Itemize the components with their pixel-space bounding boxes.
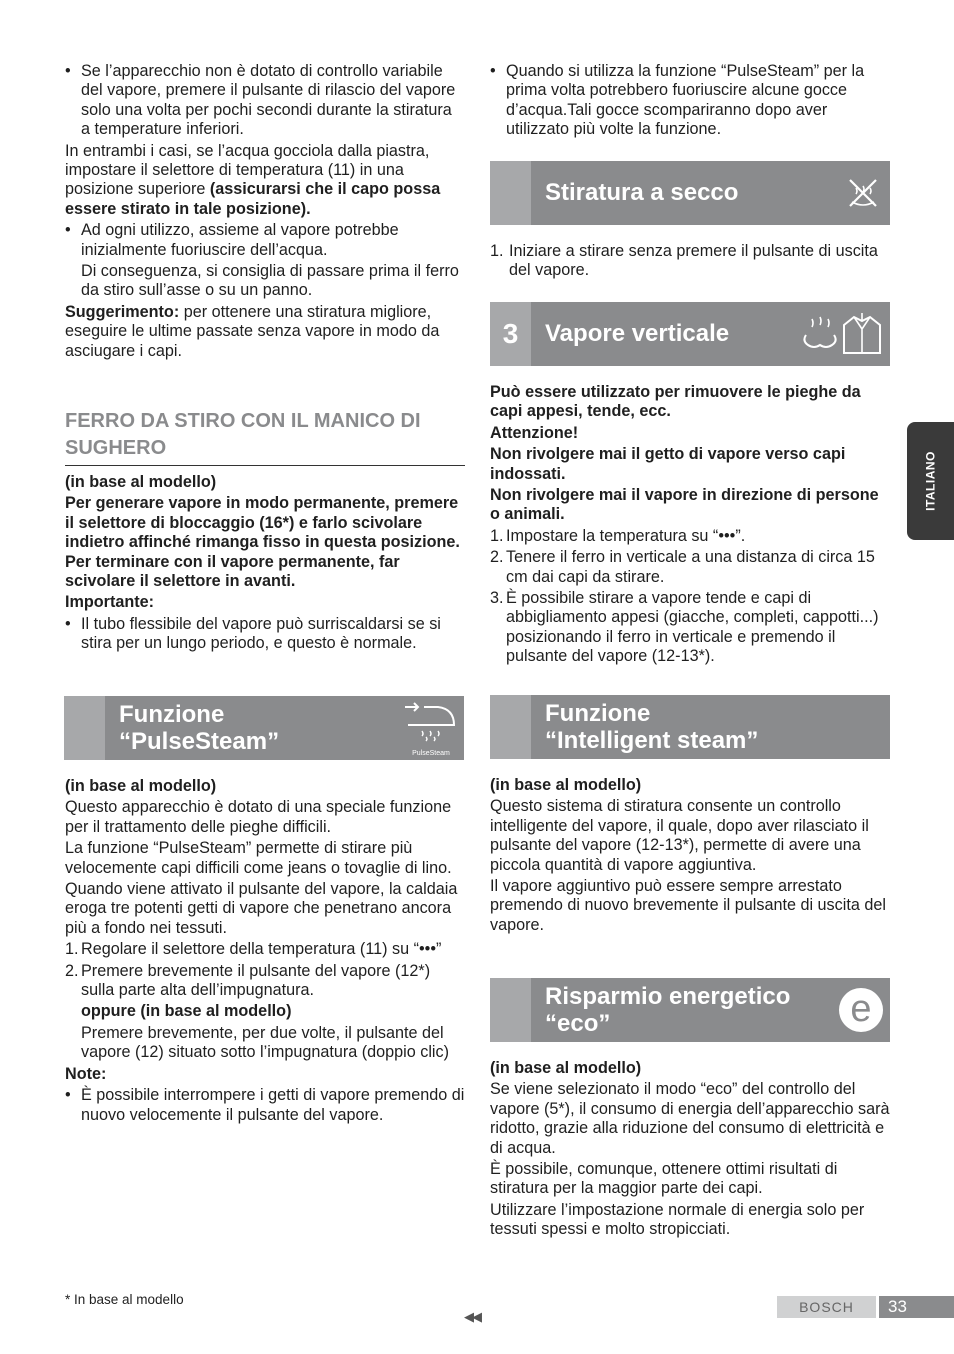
header-tab <box>490 161 531 225</box>
tip-paragraph: Suggerimento: per ottenere una stiratura migliore, eseguire le ultime passate senza vapore in modo da asciugare i capi. <box>65 302 440 360</box>
step-item: 3. È possibile stirare a vapore tende e capi di abbigliamento appesi (giacche, completi, cappotti...) posizionando il ferro in verticale e premendo il pulsante del vapore (12-13*). <box>490 589 879 666</box>
list-item: • Se l’apparecchio non è dotato di controllo variabile del vapore, premere il pulsante di rilascio del vapore solo una volta per pochi secondi durante la stiratura a temperature inferiori. <box>65 62 465 140</box>
header-tab <box>490 695 531 759</box>
pulsesteam-header <box>64 696 464 760</box>
dry-ironing-section <box>490 242 890 283</box>
list-item: • Quando si utilizza la funzione “PulseSteam” per la prima volta potrebbero fuoriuscire alcune gocce d’acqua.Tali gocce scompariranno dopo aver utilizzato più volte la funzione. <box>490 62 890 140</box>
note-label: Note: <box>65 1064 107 1083</box>
cork-heading: FERRO DA STIRO CON IL MANICO DI SUGHERO <box>65 410 421 459</box>
header-tab <box>490 978 531 1042</box>
vertical-steam-section <box>490 383 890 669</box>
warning-1: Non rivolgere mai il getto di vapore verso capi indossati. <box>490 445 846 483</box>
left-column <box>65 62 465 363</box>
no-steam-icon <box>844 174 882 218</box>
list-item: • Il tubo flessibile del vapore può surriscaldarsi se si stira per un lungo periodo, e questo è normale. <box>65 615 465 654</box>
or-label: oppure (in base al modello) <box>81 1002 292 1021</box>
page-number: 33 <box>879 1296 954 1318</box>
pulse-paragraph-3: Quando viene attivato il pulsante del vapore, la caldaia eroga tre potenti getti di vapore che penetrano ancora più a fondo nei tessuti. <box>65 880 458 937</box>
step-item: 2. Premere brevemente il pulsante del vapore (12*) sulla parte alta dell’impugnatura. <box>65 961 431 1000</box>
eco-paragraph-1: Se viene selezionato il modo “eco” del controllo del vapore (5*), il consumo di energia dell’apparecchio sarà ridotto, grazie alla riduzione del consumo di elettricità e di acqua. <box>490 1080 890 1157</box>
back-arrows-icon[interactable]: ◀◀ <box>464 1309 480 1324</box>
cork-bullet: Il tubo flessibile del vapore può surriscaldarsi se si stira per un lungo periodo, e questo è normale. <box>81 614 441 653</box>
intro-bullet-1: Se l’apparecchio non è dotato di controllo variabile del vapore, premere il pulsante di rilascio del vapore solo una volta per pochi secondi durante la stiratura a temperature inferiori. <box>81 62 456 139</box>
model-note: (in base al modello) <box>65 777 217 795</box>
step-item: 1. Regolare il selettore della temperatura (11) su “•••” <box>65 940 442 959</box>
vertical-intro: Può essere utilizzato per rimuovere le pieghe da capi appesi, tende, ecc. <box>490 383 861 421</box>
eco-section <box>490 1059 890 1242</box>
pulsesteam-icon <box>402 699 460 757</box>
intelligent-steam-header <box>490 695 890 759</box>
language-tab <box>907 422 954 540</box>
important-label: Importante: <box>65 593 155 612</box>
model-note: (in base al modello) <box>490 1059 642 1077</box>
cork-section <box>65 408 465 656</box>
intelligent-steam-section <box>490 776 890 937</box>
footnote: * In base al modello <box>65 1292 184 1307</box>
eco-title: Risparmio energetico “eco” <box>545 983 791 1037</box>
intelligent-steam-title: Funzione “Intelligent steam” <box>545 700 759 754</box>
attention-label: Attenzione! <box>490 423 579 442</box>
intro-paragraph: In entrambi i casi, se l’acqua gocciola dalla piastra, impostare il selettore di temperatura (11) in una posizione superiore (assicurarsi che il capo possa essere stirato in tale posizione). <box>65 141 441 218</box>
list-item: • È possibile interrompere i getti di vapore premendo di nuovo velocemente il pulsante del vapore. <box>65 1086 465 1124</box>
dry-ironing-title: Stiratura a secco <box>545 179 739 206</box>
brand-label: BOSCH <box>777 1296 876 1318</box>
language-tab-label: ITALIANO <box>922 451 937 511</box>
header-tab <box>64 696 105 760</box>
model-note: (in base al modello) <box>65 473 217 491</box>
eco-header <box>490 978 890 1042</box>
pulsesteam-title: Funzione “PulseSteam” <box>119 701 280 755</box>
intelligent-paragraph-1: Questo sistema di stiratura consente un controllo intelligente del vapore, il quale, dopo aver rilasciato il pulsante del vapore (12-13*), permette di avere una piccola quantità di vapore aggiuntiva. <box>490 797 869 874</box>
note-bullet: È possibile interrompere i getti di vapore premendo di nuovo velocemente il pulsante del vapore. <box>81 1086 465 1124</box>
eco-icon: e <box>839 988 883 1032</box>
step-item: 1. Iniziare a stirare senza premere il pulsante di uscita del vapore. <box>490 242 878 280</box>
warning-2: Non rivolgere mai il vapore in direzione di persone o animali. <box>490 486 879 524</box>
intro-bullet-2-continued: Di conseguenza, si consiglia di passare prima il ferro da stiro sull’asse o su un panno. <box>81 262 459 300</box>
vertical-steam-icon <box>798 311 886 363</box>
eco-paragraph-2: È possibile, comunque, ottenere ottimi risultati di stiratura per la maggior parte dei capi. <box>490 1160 838 1198</box>
list-item: • Ad ogni utilizzo, assieme al vapore potrebbe inizialmente fuoriuscire dell’acqua. <box>65 221 465 260</box>
dry-ironing-header <box>490 161 890 225</box>
heading-rule <box>65 465 465 466</box>
or-text: Premere brevemente, per due volte, il pulsante del vapore (12) situato sotto l’impugnatura (doppio clic) <box>81 1023 450 1062</box>
step-item: 2. Tenere il ferro in verticale a una distanza di circa 15 cm dai capi da stirare. <box>490 548 875 586</box>
step-item: 1. Impostare la temperatura su “•••”. <box>490 526 746 545</box>
pulsesteam-section <box>65 777 465 1127</box>
eco-paragraph-3: Utilizzare l’impostazione normale di energia solo per tessuti spessi e molto stropicciati. <box>490 1200 865 1239</box>
intro-bullet-2: Ad ogni utilizzo, assieme al vapore potrebbe inizialmente fuoriuscire dell’acqua. <box>81 221 399 259</box>
right-top <box>490 62 890 142</box>
pulse-paragraph-1: Questo apparecchio è dotato di una speciale funzione per il trattamento delle pieghe difficili. <box>65 798 452 836</box>
model-note: (in base al modello) <box>490 776 642 794</box>
intelligent-paragraph-2: Il vapore aggiuntivo può essere sempre arrestato premendo di nuovo brevemente il pulsante di uscita del vapore. <box>490 877 886 934</box>
cork-instructions: Per generare vapore in modo permanente, premere il selettore di bloccaggio (16*) e farlo scivolare indietro affinché rimanga fisso in questa posizione. Per terminare con il vapore permanente, far scivolare il selettore in avanti. <box>65 494 460 591</box>
section-number: 3 <box>502 318 519 349</box>
vertical-steam-title: Vapore verticale <box>545 320 730 347</box>
vertical-steam-header <box>490 302 890 366</box>
pulsesteam-icon-label: PulseSteam <box>412 750 450 757</box>
top-bullet: Quando si utilizza la funzione “PulseSteam” per la prima volta potrebbero fuoriuscire alcune gocce d’acqua.Tali gocce scompariranno dopo aver utilizzato più volte la funzione. <box>506 62 865 139</box>
pulse-paragraph-2: La funzione “PulseSteam” permette di stirare più velocemente capi difficili come jeans o tovaglie di lino. <box>65 839 452 877</box>
